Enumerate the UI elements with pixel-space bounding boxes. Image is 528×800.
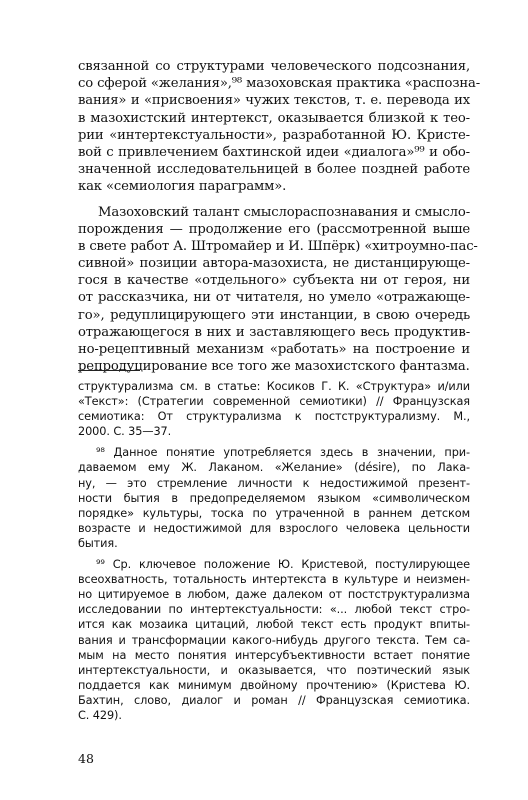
footnote-line: всеохватность, тотальность интертекста в культуре и неизмен- bbox=[78, 573, 470, 587]
footnote-line: возрасте и недостижимой для взрослого человека цельности bbox=[78, 521, 470, 535]
footnote-line: вания и трансформации какого-нибудь другого текста. Тем са- bbox=[78, 633, 470, 647]
footnote-rule bbox=[78, 370, 140, 371]
text-line: связанной со структурами человеческого подсознания, bbox=[78, 59, 470, 74]
main-text bbox=[78, 58, 481, 375]
paragraph-gap bbox=[78, 196, 470, 204]
footnote-line: структурализма см. в статье: Косиков Г. К. «Структура» и/или bbox=[78, 380, 470, 393]
footnote-line: ⁹⁸ Данное понятие употребляется здесь в значении, при- bbox=[96, 446, 470, 460]
text-line: рии «интертекстуальности», разработанной Ю. Кристе- bbox=[78, 127, 470, 143]
text-line: вой с привлечением бахтинской идеи «диалога»⁹⁹ и обо- bbox=[78, 144, 470, 160]
text-line: репродуцирование все того же мазохистского фантазма. bbox=[78, 359, 470, 375]
text-line: порождения — продолжение его (рассмотренной выше bbox=[78, 221, 470, 237]
text-line: в мазохистский интертекст, оказывается близкой к тео- bbox=[78, 110, 470, 126]
footnote-line: ности бытия в предопределяемом языком «символическом bbox=[78, 491, 470, 505]
footnote-line: Бахтин, слово, диалог и роман // Французская семиотика. bbox=[78, 693, 470, 707]
footnote-line: семиотика: От структурализма к постструктурализму. М., bbox=[78, 410, 470, 424]
footnote-99 bbox=[78, 557, 470, 723]
footnote-continuation bbox=[78, 379, 470, 439]
text-line: от рассказчика, ни от читателя, но умело «отражающе- bbox=[78, 290, 470, 306]
footnote-line: даваемом ему Ж. Лаканом. «Желание» (désire), по Лака- bbox=[78, 461, 470, 475]
footnote-line: «Текст»: (Стратегии современной семиотики) // Французская bbox=[78, 395, 470, 409]
page-number: 48 bbox=[78, 751, 94, 766]
text-line: сивной» позиции автора-мазохиста, не дистанцирующе- bbox=[78, 256, 470, 272]
footnote-98 bbox=[78, 445, 470, 551]
footnote-line: ну, — это стремление личности к недостижимой презент- bbox=[78, 476, 470, 490]
footnotes bbox=[78, 379, 470, 723]
footnote-line: но цитируемое в любом, даже далеком от постструктурализма bbox=[78, 588, 470, 602]
text-line: го», редуплицирующего эти инстанции, в свою очередь bbox=[78, 307, 470, 323]
text-line: в свете работ А. Штромайер и И. Шпёрк) «хитроумно-пас- bbox=[78, 238, 478, 254]
footnote-line: бытия. bbox=[78, 536, 118, 550]
footnote-line: исследовании по интертекстуальности: «... любой текст стро- bbox=[78, 603, 470, 617]
footnote-line: ится как мозаика цитаций, любой текст есть продукт впиты- bbox=[78, 618, 470, 632]
text-line: отражающегося в них и заставляющего весь продуктив- bbox=[78, 324, 470, 340]
footnote-line: мым на место понятия интерсубъективности встает понятие bbox=[78, 648, 470, 662]
text-line: вания» и «присвоения» чужих текстов, т. е. перевода их bbox=[78, 93, 470, 109]
text-line: значенной исследовательницей в более поздней работе bbox=[78, 162, 470, 178]
text-line: со сферой «желания»,⁹⁸ мазоховская практика «распозна- bbox=[78, 76, 481, 92]
footnote-line: ⁹⁹ Ср. ключевое положение Ю. Кристевой, постулирующее bbox=[96, 558, 470, 572]
text-line: но-рецептивный механизм «работать» на построение и bbox=[78, 342, 470, 357]
text-line: гося в качестве «отдельного» субъекта ни от героя, ни bbox=[78, 273, 470, 289]
footnote-line: С. 429). bbox=[78, 708, 122, 722]
footnote-line: 2000. С. 35—37. bbox=[78, 425, 172, 439]
footnote-line: порядке» культуры, тоска по утраченной в раннем детском bbox=[78, 506, 470, 520]
footnote-line: интертекстуальности, и оказывается, что поэтический язык bbox=[78, 663, 470, 677]
text-line: как «семиология параграмм». bbox=[78, 179, 287, 195]
text-line: Мазоховский талант смыслораспознавания и смысло- bbox=[98, 204, 470, 220]
footnote-line: поддается как минимум двойному прочтению» (Кристева Ю. bbox=[78, 678, 470, 692]
